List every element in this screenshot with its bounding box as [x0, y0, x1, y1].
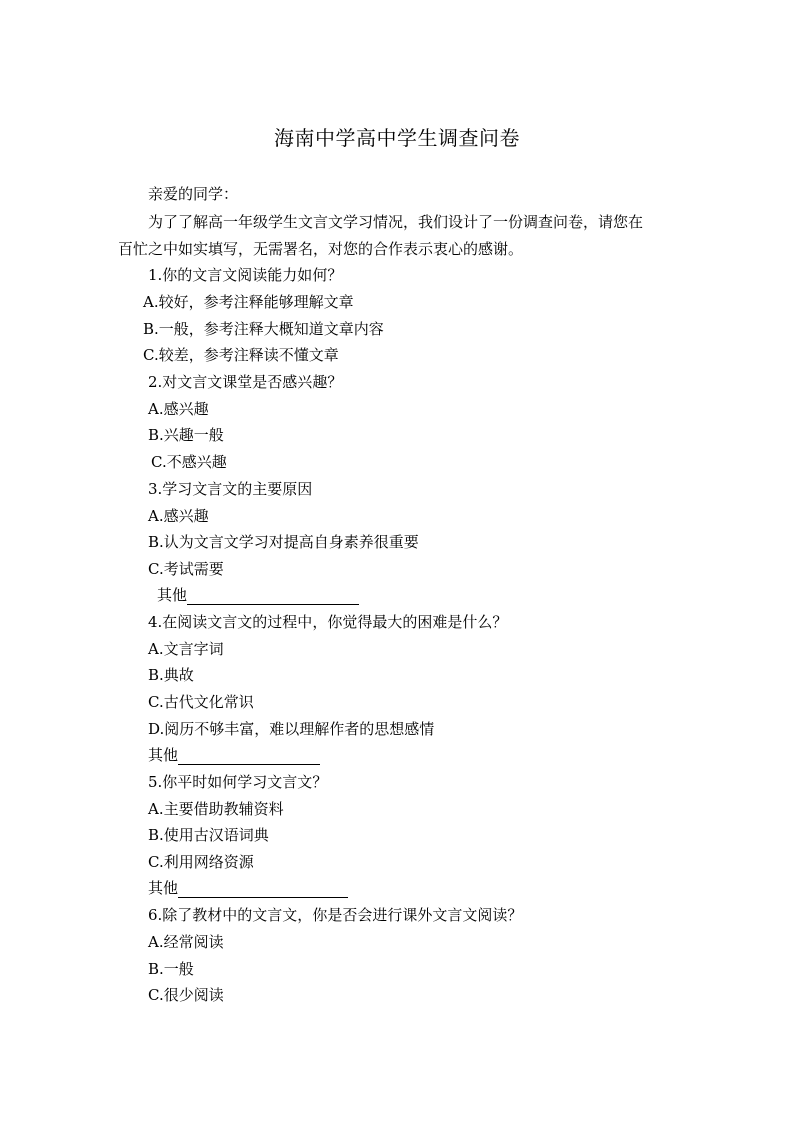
- q5-option-b: B.使用古汉语词典: [148, 826, 269, 844]
- q2-option-c: C.不感兴趣: [151, 453, 227, 471]
- q3-other: [157, 585, 359, 605]
- page-title: 海南中学高中学生调查问卷: [274, 126, 520, 150]
- intro-line-1: 为了了解高一年级学生文言文学习情况，我们设计了一份调查问卷，请您在: [148, 213, 644, 231]
- q3-option-b: B.认为文言文学习对提高自身素养很重要: [148, 533, 419, 551]
- question-5: 5.你平时如何学习文言文？: [148, 773, 328, 791]
- q4-option-c: C.古代文化常识: [148, 693, 254, 711]
- question-1: 1.你的文言文阅读能力如何？: [148, 266, 343, 284]
- q6-option-a: A.经常阅读: [148, 933, 224, 951]
- q4-option-d: D.阅历不够丰富，难以理解作者的思想感情: [148, 720, 435, 738]
- q2-option-a: A.感兴趣: [148, 400, 209, 418]
- greeting: 亲爱的同学：: [148, 185, 239, 203]
- q5-other-blank[interactable]: [178, 881, 348, 898]
- q5-other: [148, 878, 348, 898]
- q4-other-label: 其他: [148, 746, 179, 764]
- q4-option-b: B.典故: [148, 666, 194, 684]
- q3-option-a: A.感兴趣: [148, 507, 209, 525]
- q4-other: [148, 745, 320, 765]
- q3-other-label: 其他: [157, 586, 188, 604]
- q6-option-c: C.很少阅读: [148, 986, 224, 1004]
- q5-option-a: A.主要借助教辅资料: [148, 800, 284, 818]
- question-6: 6.除了教材中的文言文，你是否会进行课外文言文阅读？: [148, 906, 523, 924]
- q4-other-blank[interactable]: [178, 748, 320, 765]
- q5-other-label: 其他: [148, 879, 179, 897]
- q1-option-b: B.一般，参考注释大概知道文章内容: [143, 320, 384, 338]
- intro-line-2: 百忙之中如实填写，无需署名，对您的合作表示衷心的感谢。: [118, 240, 524, 258]
- question-4: 4.在阅读文言文的过程中，你觉得最大的困难是什么？: [148, 613, 508, 631]
- q3-other-blank[interactable]: [187, 588, 359, 605]
- q1-option-a: A.较好，参考注释能够理解文章: [143, 293, 354, 311]
- question-2: 2.对文言文课堂是否感兴趣？: [148, 373, 343, 391]
- q1-option-c: C.较差，参考注释读不懂文章: [143, 346, 339, 364]
- q5-option-c: C.利用网络资源: [148, 853, 254, 871]
- q3-option-c: C.考试需要: [148, 560, 224, 578]
- question-3: 3.学习文言文的主要原因: [148, 480, 313, 498]
- q2-option-b: B.兴趣一般: [148, 426, 224, 444]
- q6-option-b: B.一般: [148, 960, 194, 978]
- q4-option-a: A.文言字词: [148, 640, 224, 658]
